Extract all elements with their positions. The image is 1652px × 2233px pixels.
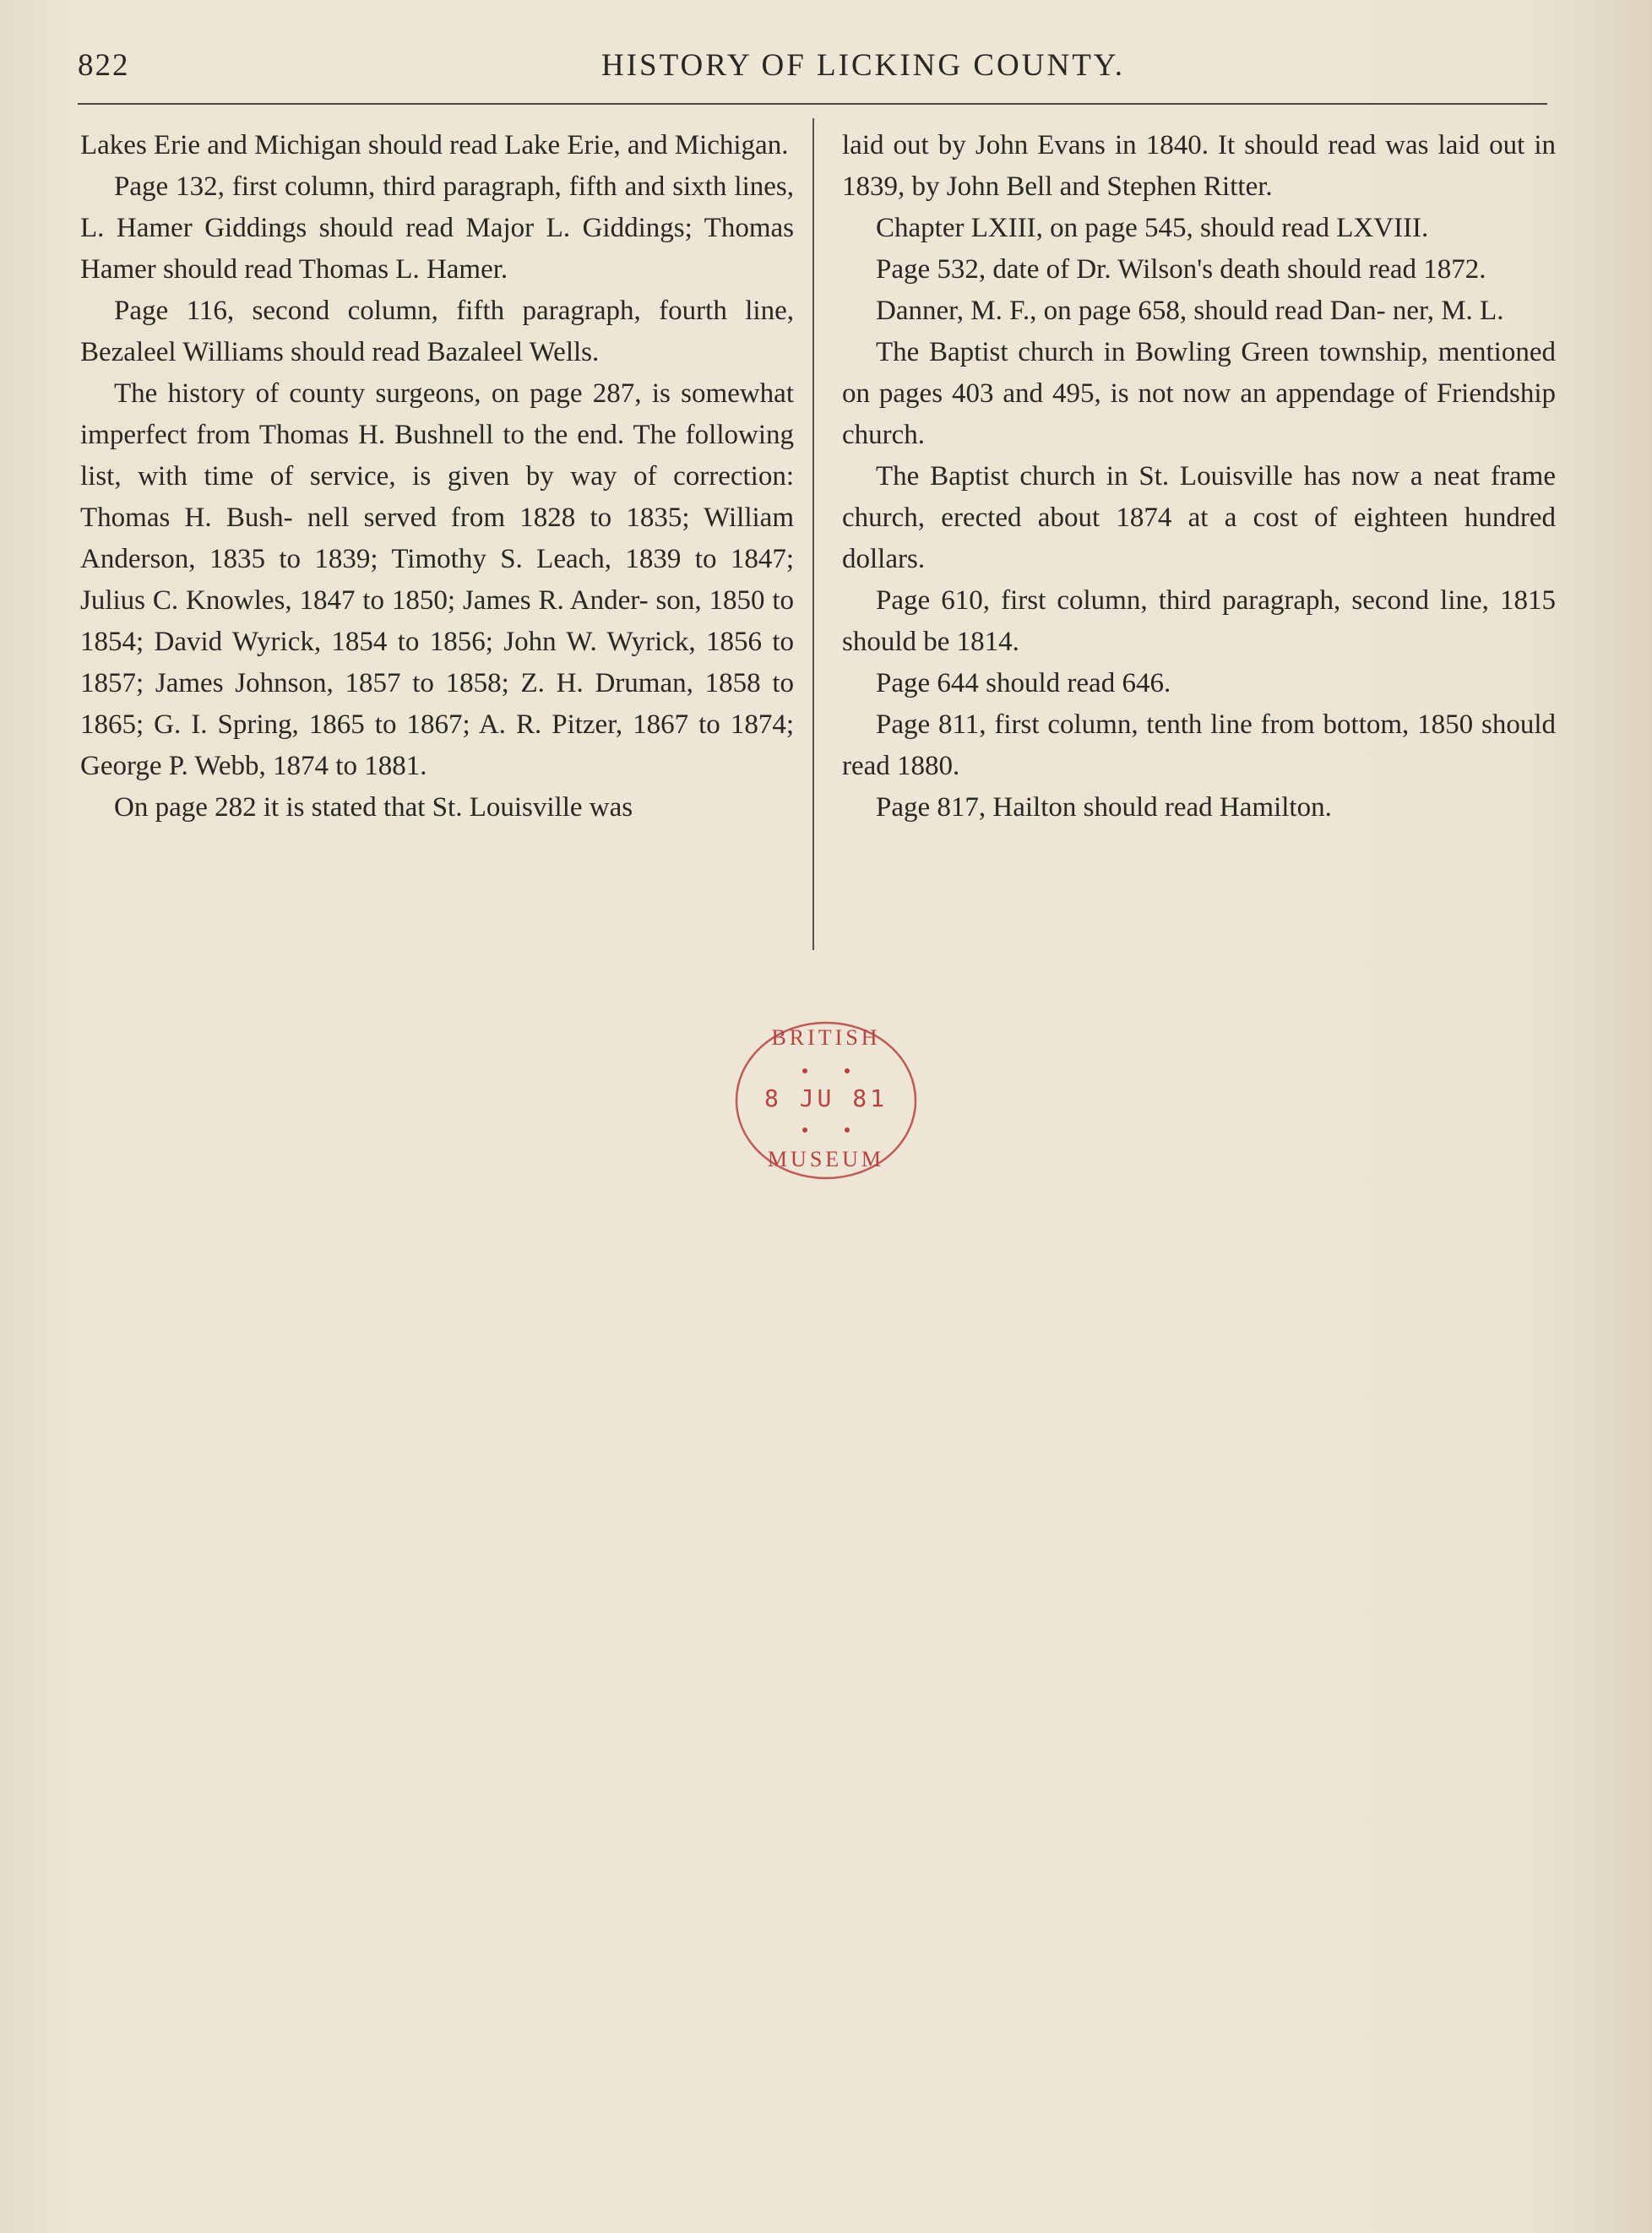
right-column (842, 125, 1556, 829)
paragraph: Lakes Erie and Michigan should read Lake Erie, and Michigan. (80, 130, 789, 160)
paragraph: Page 610, first column, third paragraph, second line, 1815 should be 1814. (842, 585, 1556, 657)
paragraph: laid out by John Evans in 1840. It should read was laid out in 1839, by John Bell and Stephen Ritter. (842, 130, 1556, 202)
running-head (78, 47, 1547, 91)
paragraph: Page 116, second column, fifth paragraph, fourth line, Bezaleel Williams should read Bazaleel Wells. (80, 296, 794, 367)
stamp-bottom-text: MUSEUM (767, 1147, 885, 1171)
paragraph: Page 817, Hailton should read Hamilton. (876, 792, 1332, 823)
paragraph: Page 532, date of Dr. Wilson's death should read 1872. (876, 254, 1486, 285)
paragraph: The history of county surgeons, on page 287, is somewhat imperfect from Thomas H. Bushnell to the end. The following list, with time of service, is given by way of correction: Thomas H. Bush- nell served from 1828 to 1835; William Anderson, 1835 to 1839; Timothy S. Leach, 1839 to 1847; Julius C. Knowles, 1847 to 1850; James R. Ander- son, 1850 to 1854; David Wyrick, 1854 to 1856; John W. Wyrick, 1856 to 1857; James Johnson, 1857 to 1858; Z. H. Druman, 1858 to 1865; G. I. Spring, 1865 to 1867; A. R. Pitzer, 1867 to 1874; George P. Webb, 1874 to 1881. (80, 378, 794, 781)
left-column (80, 125, 794, 829)
library-stamp (725, 1012, 927, 1189)
paragraph: Page 132, first column, third paragraph, fifth and sixth lines, L. Hamer Giddings should read Major L. Giddings; Thomas Hamer should read Thomas L. Hamer. (80, 171, 794, 285)
stamp-date: 8 JU 81 (764, 1084, 888, 1112)
page-title: HISTORY OF LICKING COUNTY. (600, 48, 1126, 83)
paragraph: Page 644 should read 646. (876, 668, 1171, 698)
header-rule (78, 103, 1547, 105)
page-number: 822 (78, 48, 130, 83)
paragraph: The Baptist church in St. Louisville has now a neat frame church, erected about 1874 at a cost of eighteen hundred dollars. (842, 461, 1556, 574)
paragraph: Chapter LXIII, on page 545, should read LXVIII. (876, 213, 1429, 243)
stamp-top-text: BRITISH (771, 1025, 881, 1050)
paragraph: Page 811, first column, tenth line from bottom, 1850 should read 1880. (842, 709, 1556, 781)
column-divider (812, 118, 814, 950)
paragraph: The Baptist church in Bowling Green township, mentioned on pages 403 and 495, is not now an appendage of Friendship church. (842, 337, 1556, 450)
paragraph: Danner, M. F., on page 658, should read Dan- ner, M. L. (876, 296, 1504, 326)
paragraph: On page 282 it is stated that St. Louisville was (114, 792, 633, 823)
